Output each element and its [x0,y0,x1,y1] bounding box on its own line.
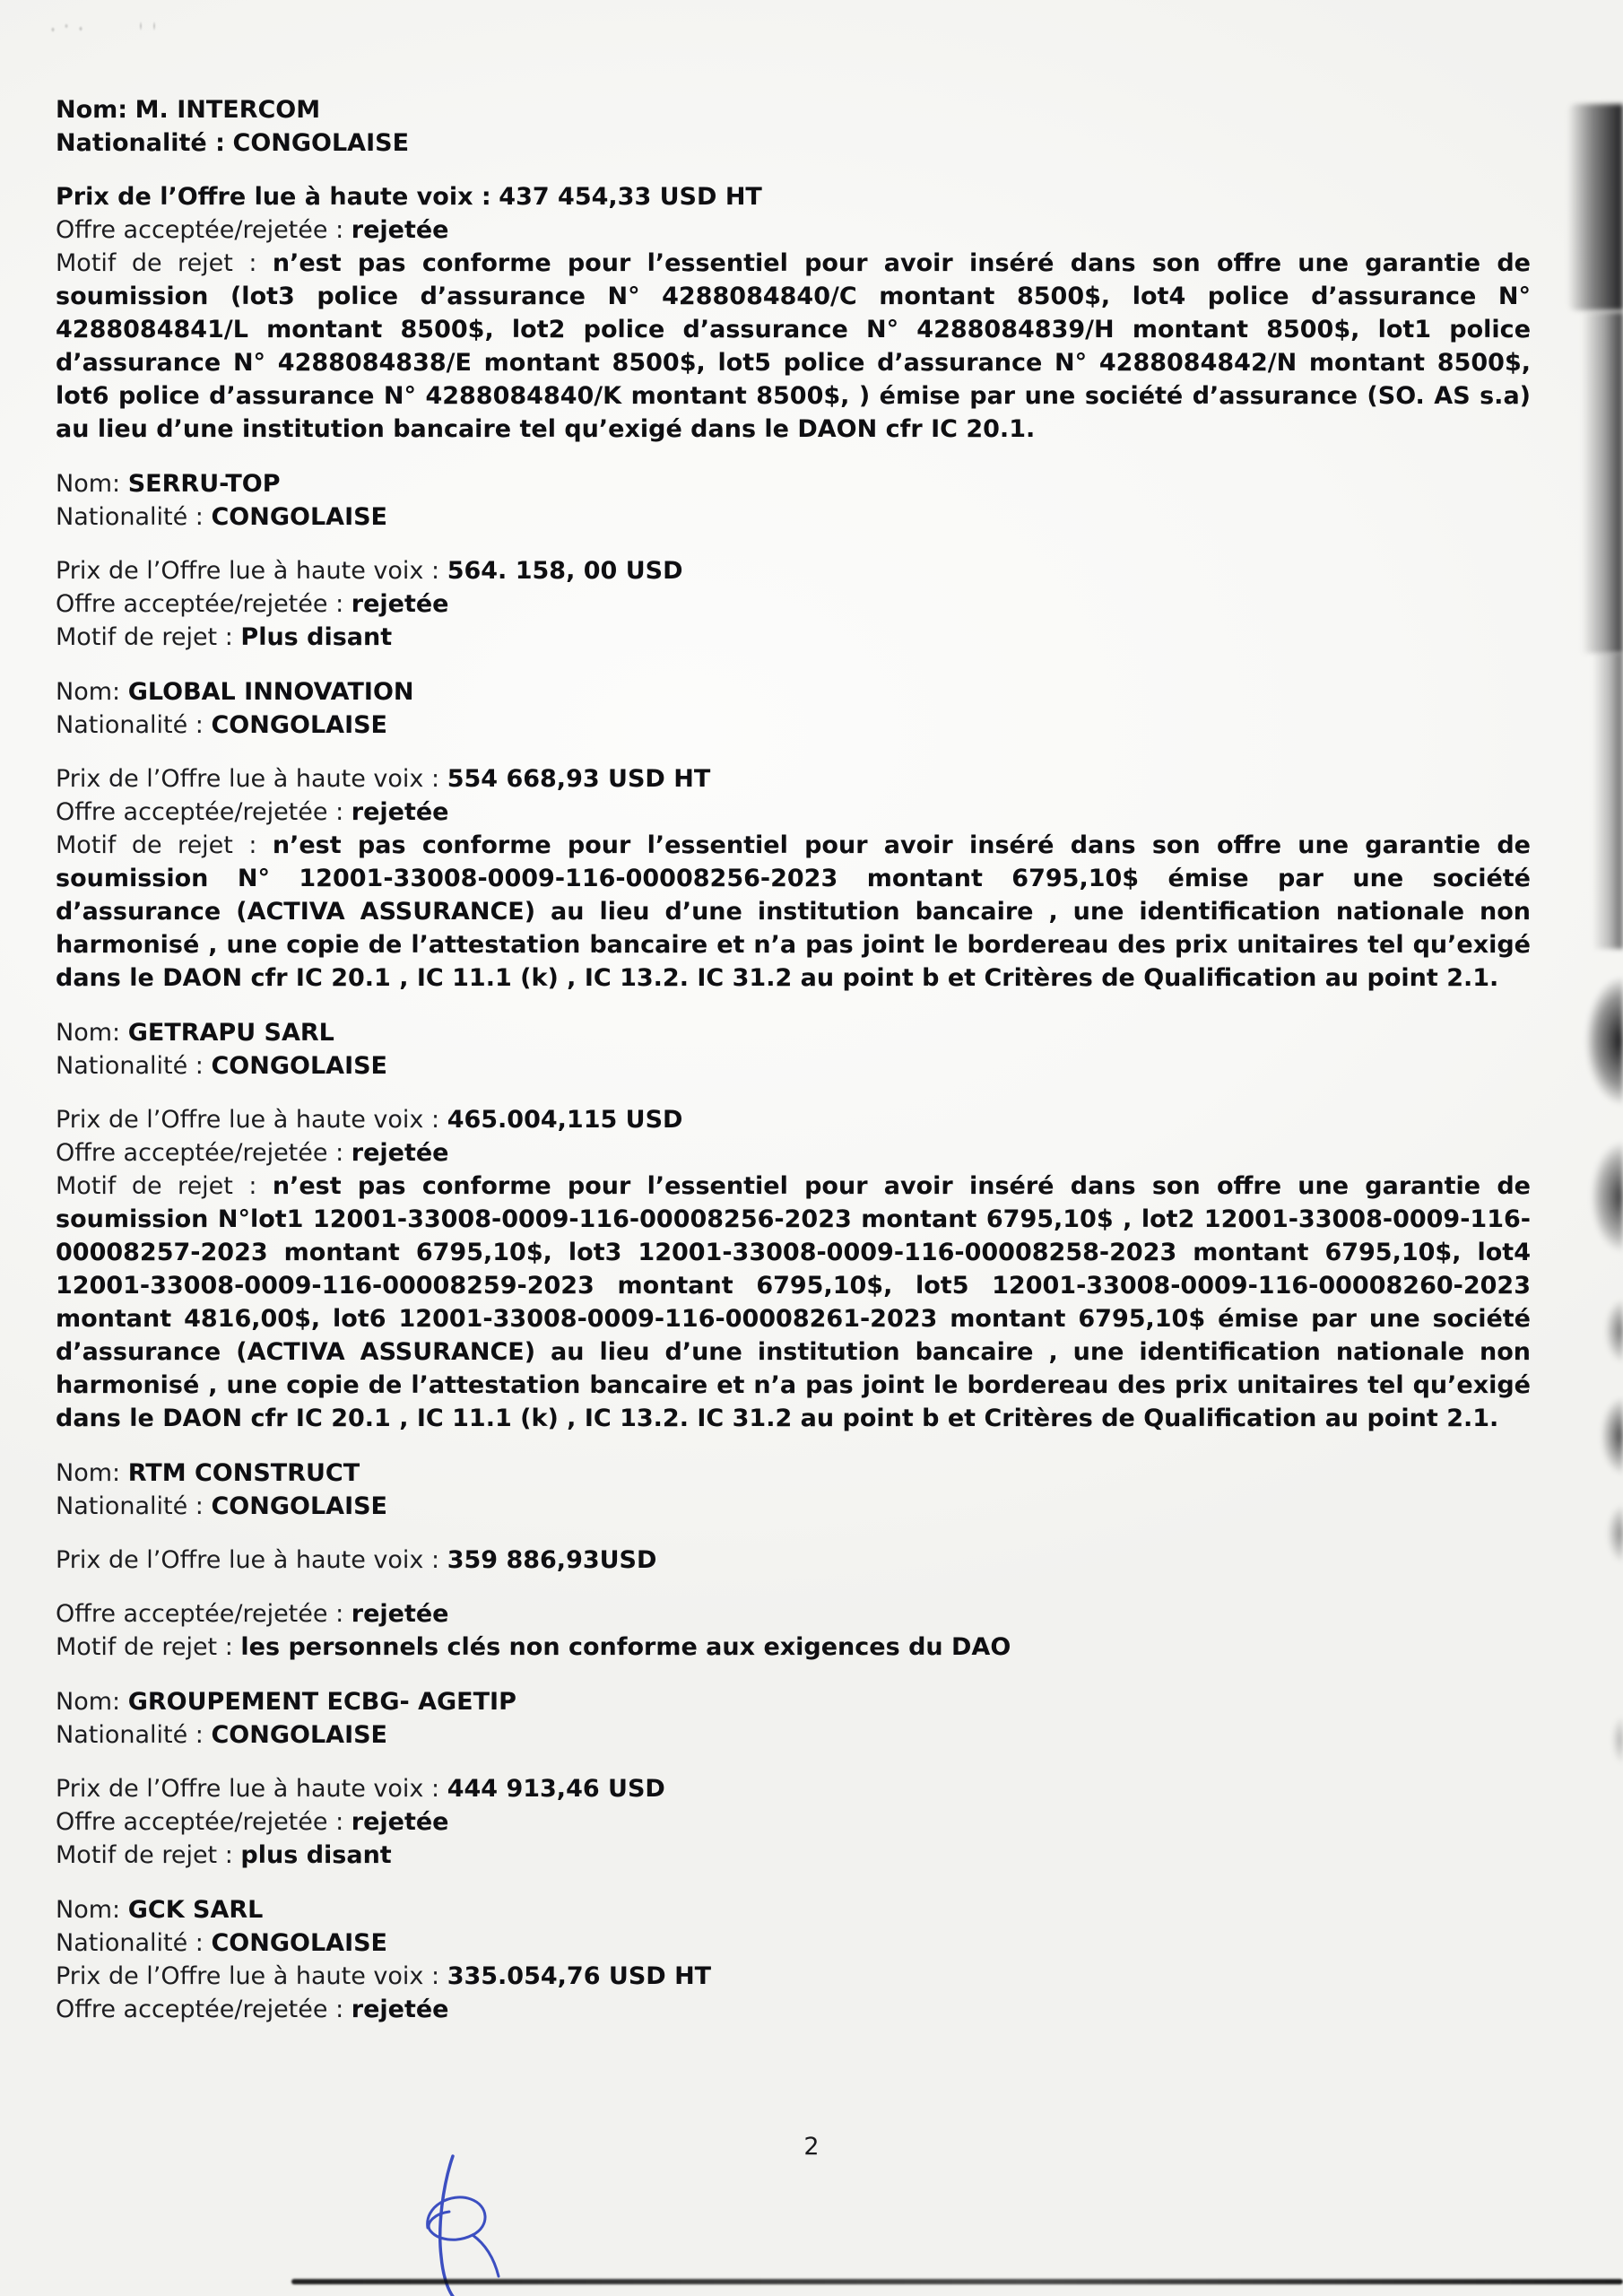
status-line [56,1805,1531,1839]
offre-label: Offre acceptée/rejetée : [56,590,344,618]
bidder-name-line [56,1685,1531,1718]
scan-smudge [1566,976,1623,1106]
price-line [56,1103,1531,1136]
rejection-reason-line [56,1170,1531,1435]
scan-smudge [1603,1709,1623,1771]
prix-label: Prix de l’Offre lue à haute voix : [56,1106,440,1134]
nationalite-label: Nationalité : [56,711,204,739]
bidder-name-line [56,93,1531,126]
bid-price: 465.004,115 USD [447,1106,683,1134]
bid-status: rejetée [351,1600,449,1628]
price-line [56,1544,1531,1577]
nationality-line [56,500,1531,534]
rejection-reason-line [56,829,1531,995]
bidder-name: GROUPEMENT ECBG- AGETIP [127,1688,516,1716]
bidder-entry [56,93,1531,446]
nationalite-label: Nationalité : [56,1929,204,1957]
bid-price: 564. 158, 00 USD [447,557,683,585]
bidder-name: GCK SARL [127,1896,264,1924]
bid-price: 444 913,46 USD [447,1775,665,1803]
bid-status: rejetée [351,1996,449,2023]
scan-smudge [1567,104,1623,310]
nationality-line [56,1718,1531,1752]
prix-label: Prix de l’Offre lue à haute voix : [56,183,491,211]
bidder-nationality: CONGOLAISE [211,1721,387,1749]
motif-label: Motif de rejet : [56,623,233,651]
offre-label: Offre acceptée/rejetée : [56,1139,344,1167]
bid-price: 554 668,93 USD HT [447,765,711,793]
bidder-entry [56,1457,1531,1664]
bidder-name-line [56,1016,1531,1049]
rejection-reason: n’est pas conforme pour l’essentiel pour avoir inséré dans son offre une garantie de soumission (lot3 police d’assurance N° 4288084840/C montant 8500$, lot4 police d’assurance N° 4288084841/L montant 8500$, lot2 police d’assurance N° 4288084839/H montant 8500$, lot1 police d’assurance N° 4288084838/E montant 8500$, lot5 police d’assurance N° 4288084842/N montant 8500$, lot6 police d’assurance N° 4288084840/K montant 8500$, ) émise par une société d’assurance (SO. AS s.a) au lieu d’une institution bancaire tel qu’exigé dans le DAON cfr IC 20.1. [56,249,1531,443]
bidder-name: GLOBAL INNOVATION [127,678,414,706]
rejection-reason-line [56,1631,1531,1664]
rejection-reason: n’est pas conforme pour l’essentiel pour avoir inséré dans son offre une garantie de soumission N°lot1 12001-33008-0009-116-00008256-2023 montant 6795,10$ , lot2 12001-33008-0009-116-00008257-2023 montant 6795,10$, lot3 12001-33008-0009-116-00008258-2023 montant 6795,10$, lot4 12001-33008-0009-116-00008259-2023 montant 6795,10$, lot5 12001-33008-0009-116-00008260-2023 montant 4816,00$, lot6 12001-33008-0009-116-00008261-2023 montant 6795,10$ émise par une société d’assurance (ACTIVA ASSURANCE) au lieu d’une institution bancaire , une identification nationale non harmonisé , une copie de l’attestation bancaire et n’a pas joint le bordereau des prix unitaires tel qu’exigé dans le DAON cfr IC 20.1 , IC 11.1 (k) , IC 13.2. IC 31.2 au point b et Critères de Qualification au point 2.1. [56,1172,1531,1432]
bidder-entry [56,675,1531,995]
bidder-nationality: CONGOLAISE [211,1492,387,1520]
scan-smudge [1589,1290,1623,1372]
bidder-name-line [56,675,1531,709]
prix-label: Prix de l’Offre lue à haute voix : [56,765,440,793]
rejection-reason: les personnels clés non conforme aux exigences du DAO [240,1633,1011,1661]
nationality-line [56,1926,1531,1960]
rejection-reason: Plus disant [240,623,393,651]
bid-price: 437 454,33 USD HT [499,183,762,211]
bidder-nationality: CONGOLAISE [211,503,387,531]
page-number: 2 [803,2133,820,2161]
nationalite-label: Nationalité : [56,129,225,157]
scan-smudge [1576,1141,1623,1253]
scan-smudge [1582,312,1623,653]
bidder-name: GETRAPU SARL [127,1019,334,1047]
nom-label: Nom: [56,1019,121,1047]
document-body [56,93,1531,2026]
prix-label: Prix de l’Offre lue à haute voix : [56,557,440,585]
bidder-nationality: CONGOLAISE [211,1929,387,1957]
scan-smudge [1580,1386,1623,1486]
bidder-name: RTM CONSTRUCT [127,1459,360,1487]
rejection-reason: plus disant [240,1841,392,1869]
bidder-nationality: CONGOLAISE [211,1052,387,1080]
bidder-entry [56,1016,1531,1435]
nom-label: Nom: [56,96,128,124]
bidder-name-line [56,1457,1531,1490]
nom-label: Nom: [56,470,121,498]
price-line [56,554,1531,587]
bidder-entry [56,1685,1531,1872]
scan-smudge [1594,1496,1623,1571]
nom-label: Nom: [56,1896,121,1924]
nom-label: Nom: [56,1688,121,1716]
rejection-reason-line [56,1839,1531,1872]
offre-label: Offre acceptée/rejetée : [56,1996,344,2023]
bidder-name: M. INTERCOM [135,96,321,124]
nationality-line [56,1490,1531,1523]
nom-label: Nom: [56,678,121,706]
prix-label: Prix de l’Offre lue à haute voix : [56,1962,440,1990]
nationalite-label: Nationalité : [56,503,204,531]
rejection-reason-line [56,247,1531,446]
bidder-name-line [56,467,1531,500]
motif-label: Motif de rejet : [56,1172,257,1200]
prix-label: Prix de l’Offre lue à haute voix : [56,1775,440,1803]
bidder-name-line [56,1893,1531,1926]
status-line [56,587,1531,621]
bid-status: rejetée [351,798,449,826]
motif-label: Motif de rejet : [56,1841,233,1869]
price-line [56,1960,1531,1993]
motif-label: Motif de rejet : [56,249,257,277]
offre-label: Offre acceptée/rejetée : [56,1600,344,1628]
bidder-entry [56,1893,1531,2026]
bid-status: rejetée [351,1808,449,1836]
rejection-reason: n’est pas conforme pour l’essentiel pour avoir inséré dans son offre une garantie de soumission N° 12001-33008-0009-116-00008256-2023 montant 6795,10$ émise par une société d’assurance (ACTIVA ASSURANCE) au lieu d’une institution bancaire , une identification nationale non harmonisé , une copie de l’attestation bancaire et n’a pas joint le bordereau des prix unitaires tel qu’exigé dans le DAON cfr IC 20.1 , IC 11.1 (k) , IC 13.2. IC 31.2 au point b et Critères de Qualification au point 2.1. [56,831,1531,992]
nationalite-label: Nationalité : [56,1492,204,1520]
bidder-nationality: CONGOLAISE [232,129,410,157]
bid-price: 359 886,93USD [447,1546,657,1574]
offre-label: Offre acceptée/rejetée : [56,216,344,244]
bid-price: 335.054,76 USD HT [447,1962,712,1990]
bidder-nationality: CONGOLAISE [211,711,387,739]
scan-smudge [1593,653,1623,949]
nationality-line [56,1049,1531,1083]
bid-status: rejetée [351,1139,449,1167]
bid-status: rejetée [351,590,449,618]
price-line [56,180,1531,213]
scan-noise [47,20,91,36]
bidder-name: SERRU-TOP [127,470,281,498]
rejection-reason-line [56,621,1531,654]
prix-label: Prix de l’Offre lue à haute voix : [56,1546,440,1574]
status-line [56,796,1531,829]
status-line [56,1993,1531,2026]
motif-label: Motif de rejet : [56,831,257,859]
motif-label: Motif de rejet : [56,1633,233,1661]
price-line [56,762,1531,796]
bidder-entry [56,467,1531,654]
scan-noise [133,18,163,34]
status-line [56,1597,1531,1631]
nationality-line [56,126,1531,160]
offre-label: Offre acceptée/rejetée : [56,1808,344,1836]
handwritten-signature [399,2151,525,2296]
status-line [56,1136,1531,1170]
status-line [56,213,1531,247]
offre-label: Offre acceptée/rejetée : [56,798,344,826]
price-line [56,1772,1531,1805]
nationalite-label: Nationalité : [56,1052,204,1080]
bid-status: rejetée [351,216,449,244]
nom-label: Nom: [56,1459,121,1487]
nationalite-label: Nationalité : [56,1721,204,1749]
nationality-line [56,709,1531,742]
